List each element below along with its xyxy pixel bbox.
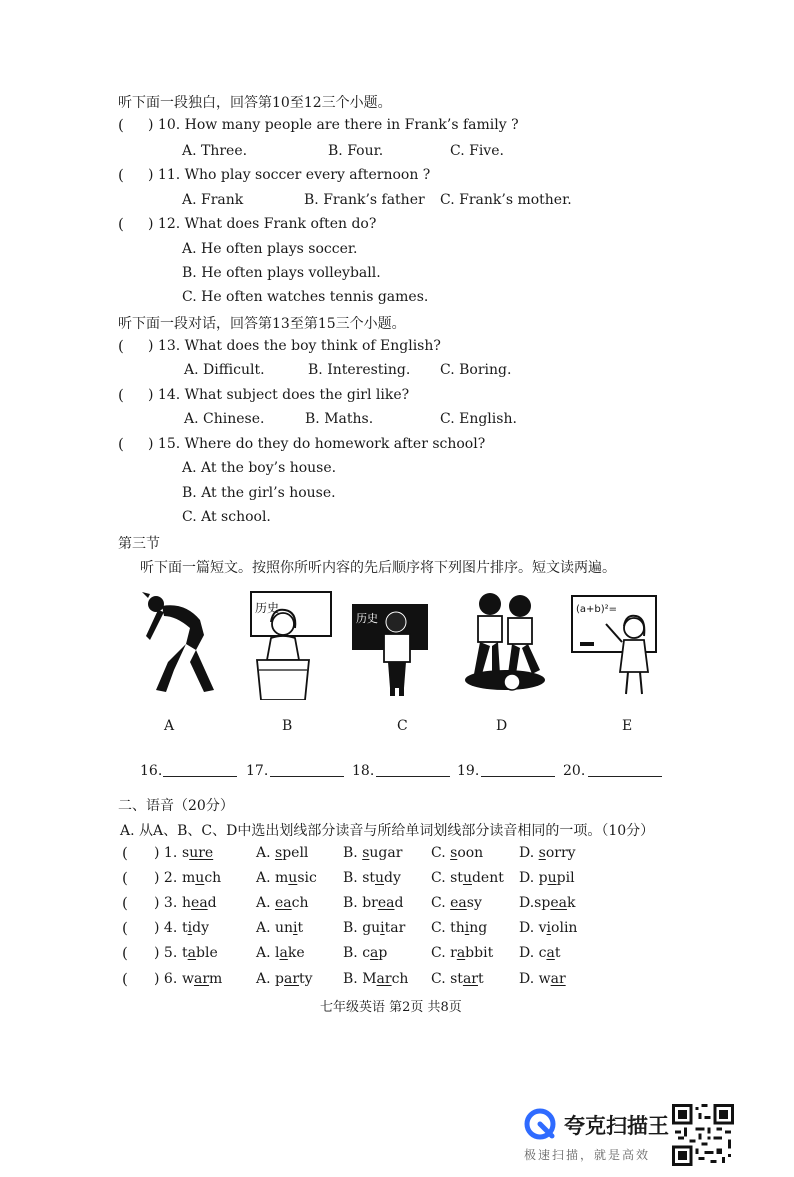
underlined-part: u — [462, 870, 472, 886]
word-part: t — [182, 945, 188, 961]
underlined-part: i — [380, 920, 385, 936]
picture-c-student-blackboard — [350, 598, 430, 698]
word-part: B. gu — [343, 920, 381, 936]
option-a: A. Frank — [182, 192, 244, 208]
word-part: pell — [282, 845, 309, 861]
option-b: B. Interesting. — [308, 362, 411, 378]
underlined-part: s — [450, 845, 458, 861]
word-part: A. un — [256, 920, 294, 936]
underlined-part: i — [546, 920, 552, 936]
word-part: sic — [297, 870, 317, 886]
board-text: (a+b)²= — [576, 604, 618, 615]
word-part: A. p — [256, 971, 284, 987]
answer-paren[interactable]: ( — [122, 894, 128, 912]
word-part: C. th — [431, 920, 465, 936]
option-c: C. He often watches tennis games. — [182, 289, 429, 305]
given-word — [182, 945, 218, 961]
underlined-part: ar — [376, 971, 392, 987]
word-part: sy — [466, 895, 482, 911]
underlined-part: a — [279, 945, 288, 961]
word-part: d — [207, 895, 217, 911]
answer-paren[interactable]: ( — [122, 869, 128, 887]
answer-paren[interactable]: ( — [122, 919, 128, 937]
given-word — [182, 920, 209, 936]
answer-paren[interactable]: ( — [122, 844, 128, 862]
answer-paren[interactable]: ( — [118, 435, 124, 453]
word-part: pil — [556, 870, 575, 886]
picture-a-exercise — [140, 590, 220, 695]
underlined-part: a — [370, 945, 379, 961]
section-intro-2: 听下面一段对话，回答第13至第15三个小题。 — [118, 316, 406, 332]
option-c: C. Frank’s mother. — [440, 192, 572, 208]
option-d — [519, 845, 576, 861]
question-number: ) 3. — [154, 895, 178, 911]
answer-blank-18[interactable] — [376, 762, 450, 777]
blank-label-17: 17. — [246, 763, 269, 779]
underlined-part: a — [187, 945, 196, 961]
answer-blank-20[interactable] — [588, 762, 662, 777]
word-part: D.sp — [519, 895, 551, 911]
answer-paren[interactable]: ( — [118, 166, 124, 184]
option-c — [431, 920, 487, 936]
option-c — [431, 895, 482, 911]
underlined-part: i — [464, 920, 470, 936]
scanner-slogan: 极速扫描，就是高效 — [524, 1148, 651, 1162]
answer-blank-19[interactable] — [481, 762, 555, 777]
underlined-part: ea — [450, 895, 467, 911]
question-number: ) 4. — [154, 920, 178, 936]
word-part: k — [566, 895, 576, 911]
given-word — [182, 870, 221, 886]
option-a: A. Three. — [182, 143, 248, 159]
word-part: C. st — [431, 971, 463, 987]
option-a — [256, 895, 309, 911]
option-d — [519, 870, 575, 886]
option-c — [431, 870, 504, 886]
word-part: C. — [431, 895, 451, 911]
underlined-part: ea — [275, 895, 292, 911]
option-c — [431, 845, 483, 861]
option-a — [256, 945, 305, 961]
underlined-part: a — [546, 945, 555, 961]
underlined-part: ea — [377, 895, 395, 911]
picture-d-soccer — [460, 590, 550, 695]
picture-e-maths-teacher — [570, 594, 660, 699]
option-a — [256, 920, 303, 936]
picture-label-e: E — [622, 718, 633, 734]
answer-paren[interactable]: ( — [122, 944, 128, 962]
word-part: ble — [196, 945, 218, 961]
word-part: A. — [256, 895, 276, 911]
option-b: B. At the girl’s house. — [182, 485, 336, 501]
word-part: ng — [469, 920, 488, 936]
word-part: ugar — [369, 845, 403, 861]
option-a — [256, 870, 317, 886]
word-part: B. — [343, 845, 363, 861]
underlined-part: ar — [550, 971, 566, 987]
question-stem: ) 14. What subject does the girl like? — [148, 387, 410, 403]
underlined-part: u — [375, 870, 385, 886]
word-part: A. l — [256, 945, 280, 961]
option-b: B. He often plays volleyball. — [182, 265, 381, 281]
blank-label-16: 16. — [140, 763, 163, 779]
word-part: bbit — [465, 945, 494, 961]
answer-paren[interactable]: ( — [118, 215, 124, 233]
question-number: ) 6. — [154, 971, 178, 987]
option-c: C. Boring. — [440, 362, 512, 378]
blank-label-18: 18. — [352, 763, 375, 779]
option-b — [343, 971, 408, 987]
word-part: C. r — [431, 945, 457, 961]
word-part: D. p — [519, 870, 548, 886]
word-part: s — [182, 845, 190, 861]
word-part: oon — [457, 845, 484, 861]
word-part: m — [182, 870, 196, 886]
picture-label-b: B — [282, 718, 293, 734]
word-part: ke — [287, 945, 305, 961]
word-part: p — [378, 945, 388, 961]
option-d — [519, 971, 566, 987]
section-3-title: 第三节 — [118, 536, 160, 552]
word-part: m — [209, 971, 223, 987]
word-part: ch — [391, 971, 409, 987]
answer-paren[interactable]: ( — [122, 970, 128, 988]
board-text: 历史 — [255, 601, 280, 615]
underlined-part: ar — [193, 971, 210, 987]
option-c: C. English. — [440, 411, 517, 427]
word-part: d — [394, 895, 404, 911]
word-part: ch — [204, 870, 222, 886]
option-a: A. Difficult. — [184, 362, 265, 378]
underlined-part: ea — [550, 895, 567, 911]
given-word — [182, 845, 213, 861]
option-b — [343, 895, 403, 911]
option-b — [343, 870, 401, 886]
word-part: dy — [192, 920, 209, 936]
answer-paren[interactable]: ( — [118, 116, 124, 134]
word-part: w — [182, 971, 194, 987]
word-part: orry — [545, 845, 576, 861]
option-c: C. At school. — [182, 509, 271, 525]
option-a — [256, 971, 313, 987]
answer-blank-17[interactable] — [270, 762, 344, 777]
question-number: ) 2. — [154, 870, 178, 886]
underlined-part: ar — [283, 971, 300, 987]
underlined-part: s — [362, 845, 370, 861]
underlined-part: u — [195, 870, 205, 886]
word-part: olin — [551, 920, 578, 936]
option-b: B. Frank’s father — [304, 192, 425, 208]
word-part: D. c — [519, 945, 547, 961]
section-intro: 听下面一段独白，回答第10至12三个小题。 — [118, 95, 392, 111]
option-a: A. At the boy’s house. — [182, 460, 337, 476]
word-part: D. w — [519, 971, 551, 987]
part-2-title: 二、语音（20分） — [118, 798, 234, 814]
answer-paren[interactable]: ( — [118, 386, 124, 404]
word-part: A. — [256, 845, 276, 861]
option-a: A. He often plays soccer. — [182, 241, 358, 257]
option-a — [256, 845, 308, 861]
word-part: h — [182, 895, 192, 911]
given-word — [182, 895, 217, 911]
board-text: 历史 — [356, 612, 378, 625]
underlined-part: u — [288, 870, 298, 886]
word-part: t — [477, 971, 484, 987]
question-stem: ) 13. What does the boy think of English? — [148, 338, 441, 354]
question-number: ) 1. — [154, 845, 178, 861]
word-part: ty — [299, 971, 313, 987]
picture-b-history-teacher — [245, 590, 335, 700]
word-part: C. st — [431, 870, 463, 886]
question-stem: ) 15. Where do they do homework after school? — [148, 436, 486, 452]
underlined-part: u — [547, 870, 557, 886]
answer-blank-16[interactable] — [163, 762, 237, 777]
blank-label-20: 20. — [563, 763, 586, 779]
underlined-part: ure — [189, 845, 214, 861]
section-3-instructions: 听下面一篇短文。按照你所听内容的先后顺序将下列图片排序。短文读两遍。 — [140, 560, 616, 576]
picture-label-c: C — [397, 718, 408, 734]
word-part: B. br — [343, 895, 378, 911]
page-footer: 七年级英语 第2页 共8页 — [320, 1000, 462, 1015]
word-part: B. st — [343, 870, 375, 886]
option-c: C. Five. — [450, 143, 504, 159]
underlined-part: i — [293, 920, 298, 936]
picture-label-d: D — [496, 718, 508, 734]
word-part: t — [297, 920, 304, 936]
word-part: t — [554, 945, 561, 961]
underlined-part: s — [538, 845, 546, 861]
underlined-part: a — [456, 945, 466, 961]
option-b — [343, 845, 402, 861]
underlined-part: ar — [462, 971, 478, 987]
underlined-part: s — [275, 845, 283, 861]
question-number: ) 5. — [154, 945, 178, 961]
option-d — [519, 945, 560, 961]
word-part: A. m — [256, 870, 289, 886]
word-part: B. M — [343, 971, 377, 987]
question-stem: ) 11. Who play soccer every afternoon ? — [148, 167, 431, 183]
word-part: dy — [384, 870, 401, 886]
option-d — [519, 895, 575, 911]
option-a: A. Chinese. — [184, 411, 265, 427]
qr-code-icon — [672, 1104, 734, 1166]
word-part: dent — [471, 870, 504, 886]
word-part: t — [182, 920, 188, 936]
word-part: B. c — [343, 945, 371, 961]
question-stem: ) 10. How many people are there in Frank’s family ? — [148, 117, 519, 133]
part-2-instructions: A. 从A、B、C、D中选出划线部分读音与所给单词划线部分读音相同的一项。（10分） — [120, 823, 655, 839]
picture-label-a: A — [164, 718, 175, 734]
option-c — [431, 945, 493, 961]
word-part: D. v — [519, 920, 547, 936]
word-part: ch — [291, 895, 309, 911]
word-part: D. — [519, 845, 539, 861]
option-b: B. Four. — [328, 143, 384, 159]
option-b: B. Maths. — [305, 411, 374, 427]
option-c — [431, 971, 484, 987]
word-part: C. — [431, 845, 451, 861]
scanner-brand: 夸克扫描王 — [564, 1114, 669, 1138]
underlined-part: i — [187, 920, 193, 936]
option-b — [343, 920, 405, 936]
answer-paren[interactable]: ( — [118, 337, 124, 355]
underlined-part: ea — [191, 895, 208, 911]
option-d — [519, 920, 577, 936]
scanner-logo-icon — [524, 1108, 556, 1140]
blank-label-19: 19. — [457, 763, 480, 779]
given-word — [182, 971, 222, 987]
word-part: tar — [384, 920, 406, 936]
option-b — [343, 945, 387, 961]
question-stem: ) 12. What does Frank often do? — [148, 216, 377, 232]
